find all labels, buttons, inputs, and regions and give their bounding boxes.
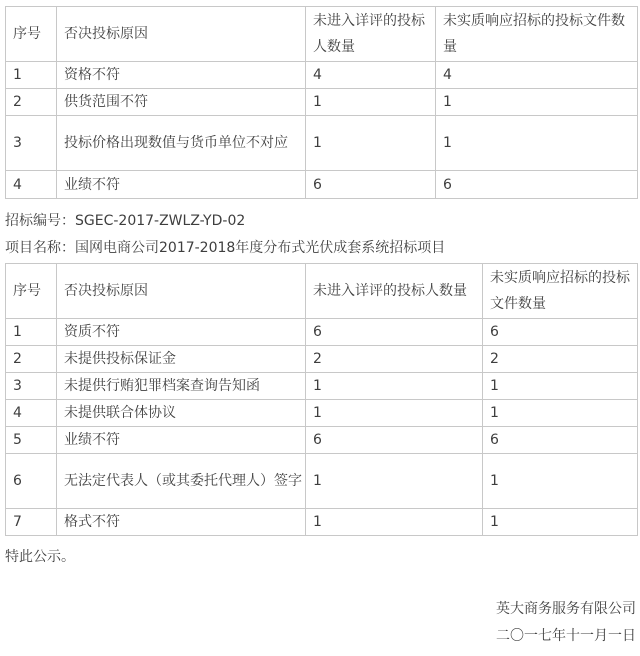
table-header-row	[6, 7, 638, 62]
row-not-detailed-count: 4	[306, 62, 436, 89]
company-signature: 英大商务服务有限公司	[496, 601, 636, 617]
signature-date: 二〇一七年十一月一日	[496, 628, 636, 644]
row-not-detailed-count: 1	[306, 116, 436, 171]
header-index: 序号	[6, 7, 57, 62]
row-reason: 业绩不符	[57, 427, 306, 454]
row-index: 4	[6, 400, 57, 427]
row-reason: 供货范围不符	[57, 89, 306, 116]
table-row	[6, 454, 638, 509]
header-not-detailed-count: 未进入详评的投标人数量	[306, 264, 483, 319]
row-not-detailed-count: 1	[306, 454, 483, 509]
row-reason: 投标价格出现数值与货币单位不对应	[57, 116, 306, 171]
row-reason: 未提供联合体协议	[57, 400, 306, 427]
row-reason: 资格不符	[57, 62, 306, 89]
rejection-table-1	[5, 6, 638, 199]
row-not-detailed-count: 1	[306, 373, 483, 400]
tender-number: 招标编号：SGEC-2017-ZWLZ-YD-02	[5, 213, 246, 229]
table-row	[6, 62, 638, 89]
row-reason: 资质不符	[57, 319, 306, 346]
row-reason: 无法定代表人（或其委托代理人）签字	[57, 454, 306, 509]
row-not-detailed-count: 1	[306, 89, 436, 116]
row-not-detailed-count: 6	[306, 319, 483, 346]
row-index: 3	[6, 373, 57, 400]
row-reason: 未提供投标保证金	[57, 346, 306, 373]
header-not-detailed-count: 未进入详评的投标人数量	[306, 7, 436, 62]
project-name: 项目名称：国网电商公司2017-2018年度分布式光伏成套系统招标项目	[5, 240, 446, 256]
row-not-detailed-count: 2	[306, 346, 483, 373]
table-row	[6, 400, 638, 427]
row-non-responsive-count: 2	[483, 346, 638, 373]
row-non-responsive-count: 6	[436, 171, 638, 199]
table-row	[6, 171, 638, 199]
row-reason: 未提供行贿犯罪档案查询告知函	[57, 373, 306, 400]
rejection-table-2	[5, 263, 638, 536]
row-non-responsive-count: 1	[483, 373, 638, 400]
row-not-detailed-count: 1	[306, 509, 483, 536]
header-reason: 否决投标原因	[57, 264, 306, 319]
table-row	[6, 427, 638, 454]
row-index: 6	[6, 454, 57, 509]
row-non-responsive-count: 1	[483, 400, 638, 427]
row-non-responsive-count: 6	[483, 319, 638, 346]
row-reason: 业绩不符	[57, 171, 306, 199]
table-row	[6, 116, 638, 171]
row-reason: 格式不符	[57, 509, 306, 536]
row-not-detailed-count: 1	[306, 400, 483, 427]
table-row	[6, 319, 638, 346]
row-index: 7	[6, 509, 57, 536]
row-non-responsive-count: 1	[436, 116, 638, 171]
table-row	[6, 346, 638, 373]
row-index: 1	[6, 319, 57, 346]
header-non-responsive-count: 未实质响应招标的投标文件数量	[483, 264, 638, 319]
row-index: 3	[6, 116, 57, 171]
table-row	[6, 373, 638, 400]
row-non-responsive-count: 1	[483, 454, 638, 509]
notice-text: 特此公示。	[5, 549, 75, 565]
row-not-detailed-count: 6	[306, 427, 483, 454]
row-non-responsive-count: 4	[436, 62, 638, 89]
header-non-responsive-count: 未实质响应招标的投标文件数量	[436, 7, 638, 62]
row-index: 5	[6, 427, 57, 454]
header-reason: 否决投标原因	[57, 7, 306, 62]
row-index: 2	[6, 89, 57, 116]
table-row	[6, 509, 638, 536]
table-header-row	[6, 264, 638, 319]
row-index: 2	[6, 346, 57, 373]
row-not-detailed-count: 6	[306, 171, 436, 199]
row-non-responsive-count: 6	[483, 427, 638, 454]
header-index: 序号	[6, 264, 57, 319]
row-non-responsive-count: 1	[436, 89, 638, 116]
row-index: 1	[6, 62, 57, 89]
table-row	[6, 89, 638, 116]
row-non-responsive-count: 1	[483, 509, 638, 536]
row-index: 4	[6, 171, 57, 199]
